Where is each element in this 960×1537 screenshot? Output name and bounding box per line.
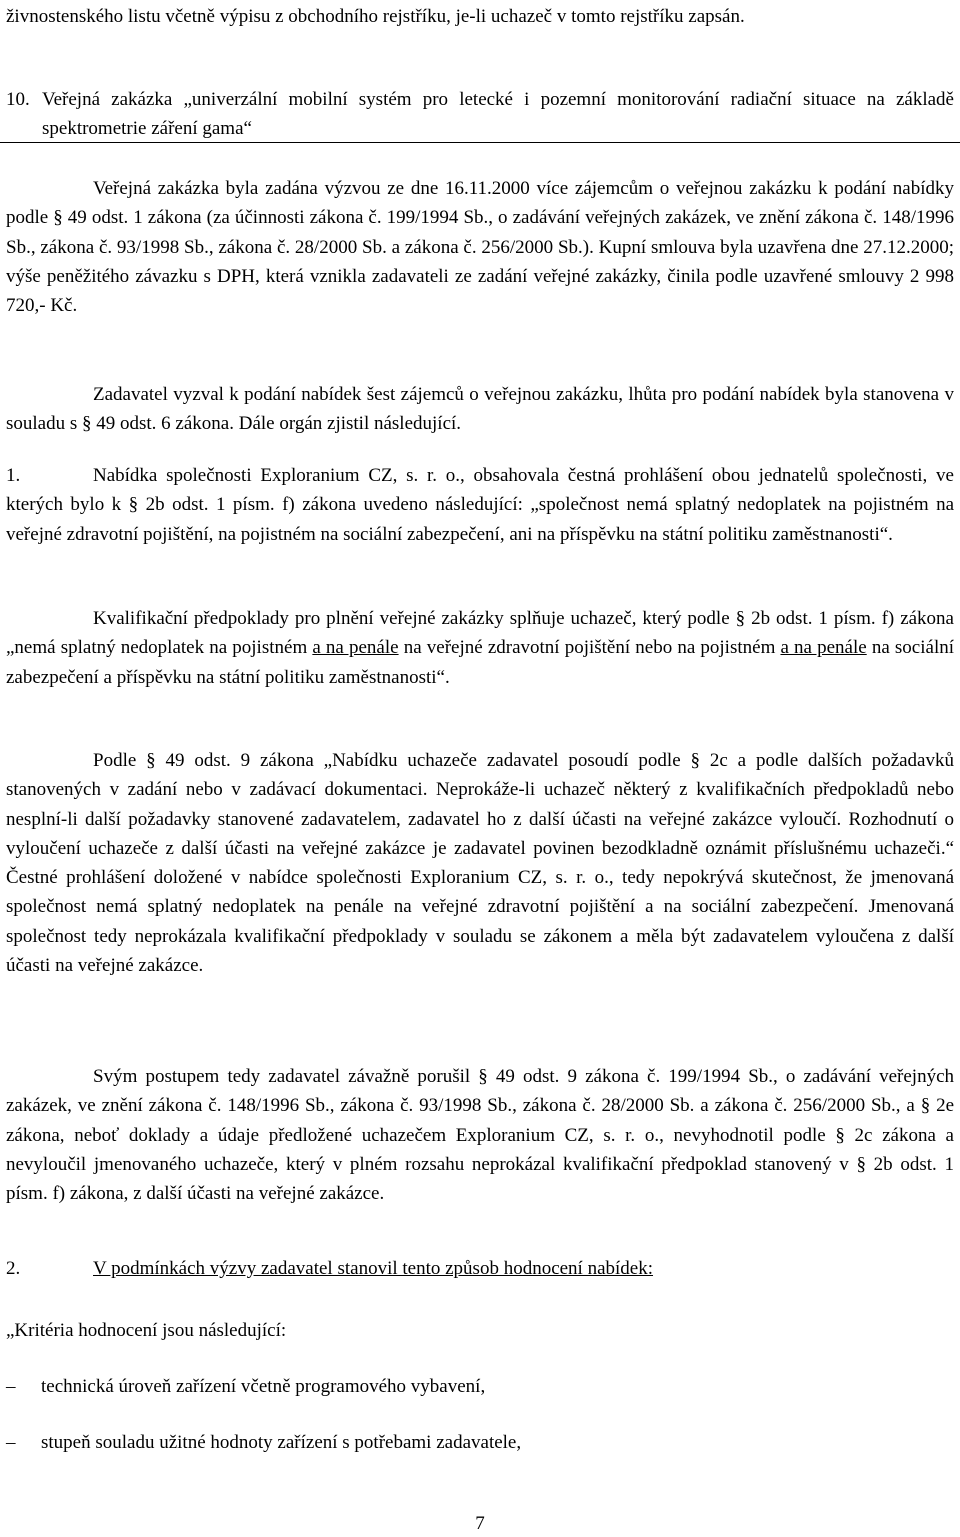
intro-paragraph: živnostenského listu včetně výpisu z obchodního rejstříku, je-li uchazeč v tomto rejstříku zapsán. xyxy=(6,6,745,27)
qualification-paragraph xyxy=(6,604,954,692)
underlined-penalty-2: a na penále xyxy=(780,637,867,659)
qualification-text-c: na sociální zabezpečení a příspěvku na státní politiku zaměstnanosti“. xyxy=(6,637,954,688)
point-2-heading xyxy=(6,1254,954,1283)
qualification-text-b: na veřejné zdravotní pojištění nebo na pojistném xyxy=(398,637,781,659)
section-10-paragraph-2: Zadavatel vyzval k podání nabídek šest zájemců o veřejnou zakázku, lhůta pro podání nabídek byla stanovena v souladu s § 49 odst. 6 zákona. Dále orgán zjistil následující. xyxy=(6,384,954,435)
page-number: 7 xyxy=(475,1513,485,1534)
violation-paragraph: Svým postupem tedy zadavatel závažně porušil § 49 odst. 9 zákona č. 199/1994 Sb., o zadávání veřejných zakázek, ve znění zákona č. 148/1996 Sb., zákona č. 93/1998 Sb., zákona č. 28/2000 Sb. a zákona č. 256/2000 Sb., a § 2e zákona, neboť doklady a údaje předložené uchazečem Exploranium CZ, s. r. o., nevyhodnotil podle § 2c zákona a nevyloučil jmenovaného uchazeče, který v plném rozsahu neprokázal kvalifikační předpoklad stanovený v § 2b odst. 1 písm. f) zákona, z další účasti na veřejné zakázce. xyxy=(6,1066,954,1205)
point-1-number: 1. xyxy=(6,465,21,486)
qualification-text-a: Kvalifikační předpoklady pro plnění veřejné zakázky splňuje uchazeč, který podle § 2b odst. 1 písm. f) zákona „nemá splatný nedoplatek na pojistném xyxy=(6,608,954,659)
section-10-paragraph-1: Veřejná zakázka byla zadána výzvou ze dne 16.11.2000 více zájemcům o veřejnou zakázku k podání nabídky podle § 49 odst. 1 zákona (za účinnosti zákona č. 199/1994 Sb., o zadávání veřejných zakázek, ve znění zákona č. 148/1996 Sb., zákona č. 93/1998 Sb., zákona č. 28/2000 Sb. a zákona č. 256/2000 Sb.). Kupní smlouva byla uzavřena dne 27.12.2000; výše peněžitého závazku s DPH, která vznikla zadavateli ze zadání veřejné zakázky, činila podle uzavřené smlouvy 2 998 720,- Kč. xyxy=(6,178,954,317)
criteria-intro: „Kritéria hodnocení jsou následující: xyxy=(6,1320,287,1341)
point-2-number: 2. xyxy=(6,1258,21,1279)
bullet-dash-2: – xyxy=(6,1432,16,1453)
section-number-10: 10. xyxy=(6,89,30,110)
point-2-heading-text: V podmínkách výzvy zadavatel stanovil tento způsob hodnocení nabídek: xyxy=(93,1258,654,1279)
underlined-penalty-1: a na penále xyxy=(312,637,399,659)
legal-provision-paragraph: Podle § 49 odst. 9 zákona „Nabídku uchazeče zadavatel posoudí podle § 2c a podle dalších požadavků stanovených v zadání nebo v zadávací dokumentaci. Neprokáže-li uchazeč některý z kvalifikačních předpokladů nebo nesplní-li další požadavky stanovené zadavatelem, zadavatel ho z další účasti na veřejné zakázce vyloučí. Rozhodnutí o vyloučení uchazeče z další účasti na veřejné zakázce je zadavatel povinen bezodkladně oznámit příslušnému uchazeči.“ Čestné prohlášení doložené v nabídce společnosti Exploranium CZ, s. r. o., tedy nepokrývá skutečnost, že jmenovaná společnost nemá splatný nedoplatek na penále na veřejné zdravotní pojištění a na sociální zabezpečení. Jmenovaná společnost tedy neprokázala kvalifikační předpoklady v souladu se zákonem a měla být zadavatelem vyloučena z další účasti na veřejné zakázce. xyxy=(6,750,954,977)
horizontal-rule xyxy=(0,142,960,143)
point-1-paragraph: Nabídka společnosti Exploranium CZ, s. r. o., obsahovala čestná prohlášení obou jednatelů společnosti, ve kterých bylo k § 2b odst. 1 písm. f) zákona uvedeno následující: „společnost nemá splatný nedoplatek na pojistném na veřejné zdravotní pojištění, na pojistném na sociální zabezpečení, ani na příspěvku na státní politiku zaměstnanosti“. xyxy=(6,465,954,545)
criteria-item-1: technická úroveň zařízení včetně programového vybavení, xyxy=(41,1376,486,1397)
bullet-dash-1: – xyxy=(6,1376,16,1397)
section-10-title: Veřejná zakázka „univerzální mobilní systém pro letecké i pozemní monitorování radiační situace na základě spektrometrie záření gama“ xyxy=(42,89,954,140)
criteria-item-2: stupeň souladu užitné hodnoty zařízení s potřebami zadavatele, xyxy=(41,1432,522,1453)
